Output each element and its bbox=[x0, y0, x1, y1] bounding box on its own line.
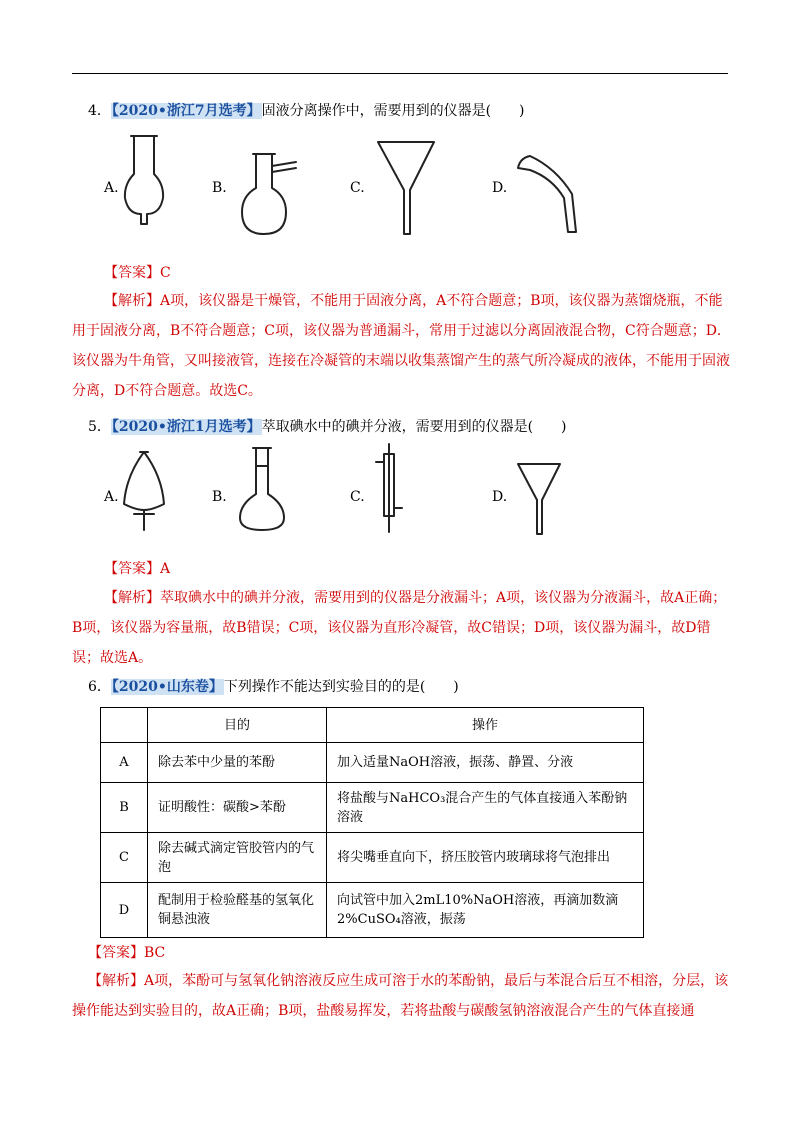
question-number: 6． bbox=[88, 679, 111, 695]
table-row bbox=[101, 833, 644, 883]
option-label: A. bbox=[104, 180, 119, 196]
option-label: D. bbox=[492, 180, 508, 196]
table-cell: 向试管中加入2mL10%NaOH溶液，再滴加数滴2%CuSO₄溶液，振荡 bbox=[327, 883, 644, 938]
table-header-cell bbox=[101, 708, 148, 743]
table-header-cell: 操作 bbox=[327, 708, 644, 743]
table-cell: 将尖嘴垂直向下，挤压胶管内玻璃球将气泡排出 bbox=[327, 833, 644, 883]
question-text: 固液分离操作中，需要用到的仪器是( ) bbox=[261, 103, 525, 119]
option-label: C. bbox=[350, 180, 365, 196]
condenser-icon bbox=[372, 440, 412, 536]
funnel-icon bbox=[374, 138, 438, 238]
table-header-row bbox=[101, 708, 644, 743]
option-label: D. bbox=[492, 489, 508, 505]
table-cell: D bbox=[101, 883, 148, 938]
drying-tube-icon bbox=[120, 130, 170, 230]
experiment-table bbox=[100, 707, 644, 938]
source-tag: 【2020•山东卷】 bbox=[111, 679, 223, 695]
explanation-text: 【解析】萃取碘水中的碘并分液，需要用到的仪器是分液漏斗；A项，该仪器为分液漏斗，故A正确；B项，该仪器为容量瓶，故B错误；C项，该仪器为直形冷凝管，故C错误；D项，该仪器为漏斗，故D错误；故选A。 bbox=[72, 590, 727, 666]
question-number: 5． bbox=[88, 419, 111, 435]
source-tag: 【2020•浙江7月选考】 bbox=[111, 103, 261, 119]
question-number: 4． bbox=[88, 103, 111, 119]
explanation bbox=[72, 286, 732, 406]
table-cell: 除去碱式滴定管胶管内的气泡 bbox=[148, 833, 327, 883]
separatory-funnel-icon bbox=[118, 446, 170, 536]
table-cell: 将盐酸与NaHCO₃混合产生的气体直接通入苯酚钠溶液 bbox=[327, 783, 644, 833]
option-label: A. bbox=[104, 489, 119, 505]
table-cell: 加入适量NaOH溶液，振荡、静置、分液 bbox=[327, 743, 644, 783]
volumetric-flask-icon bbox=[232, 444, 292, 534]
distilling-flask-icon bbox=[236, 150, 300, 242]
explanation-text: 【解析】A项，该仪器是干燥管，不能用于固液分离，A不符合题意；B项，该仪器为蒸馏烧瓶，不能用于固液分离，B不符合题意；C项，该仪器为普通漏斗，常用于过滤以分离固液混合物，C符合题意；D．该仪器为牛角管，又叫接液管，连接在冷凝管的末端以收集蒸馏产生的蒸气所冷凝成的液体，不能用于固液分离，D不符合题意。故选C。 bbox=[72, 293, 731, 399]
question-text: 萃取碘水中的碘并分液，需要用到的仪器是( ) bbox=[261, 419, 567, 435]
question-6 bbox=[88, 677, 459, 697]
option-label: B. bbox=[212, 489, 227, 505]
source-tag: 【2020•浙江1月选考】 bbox=[111, 419, 261, 435]
header-rule bbox=[72, 73, 728, 74]
answer: 【答案】BC bbox=[88, 945, 166, 961]
question-text: 下列操作不能达到实验目的的是( ) bbox=[223, 679, 459, 695]
table-cell: C bbox=[101, 833, 148, 883]
answer: 【答案】A bbox=[104, 561, 171, 577]
table-cell: A bbox=[101, 743, 148, 783]
table-cell: B bbox=[101, 783, 148, 833]
table-header-cell: 目的 bbox=[148, 708, 327, 743]
table-row bbox=[101, 883, 644, 938]
adapter-tube-icon bbox=[512, 150, 582, 240]
explanation-text: 【解析】A项，苯酚可与氢氧化钠溶液反应生成可溶于水的苯酚钠，最后与苯混合后互不相溶，分层，该操作能达到实验目的，故A正确；B项，盐酸易挥发，若将盐酸与碳酸氢钠溶液混合产生的气体直接通 bbox=[72, 973, 729, 1019]
explanation bbox=[72, 966, 732, 1026]
table-cell: 证明酸性：碳酸>苯酚 bbox=[148, 783, 327, 833]
question-5 bbox=[88, 417, 567, 437]
option-label: C. bbox=[350, 489, 365, 505]
answer: 【答案】C bbox=[104, 265, 171, 281]
table-row bbox=[101, 743, 644, 783]
question-4 bbox=[88, 101, 525, 121]
table-row bbox=[101, 783, 644, 833]
explanation bbox=[72, 583, 732, 673]
option-label: B. bbox=[212, 180, 227, 196]
table-cell: 配制用于检验醛基的氢氧化铜悬浊液 bbox=[148, 883, 327, 938]
table-cell: 除去苯中少量的苯酚 bbox=[148, 743, 327, 783]
funnel-icon bbox=[514, 460, 564, 540]
